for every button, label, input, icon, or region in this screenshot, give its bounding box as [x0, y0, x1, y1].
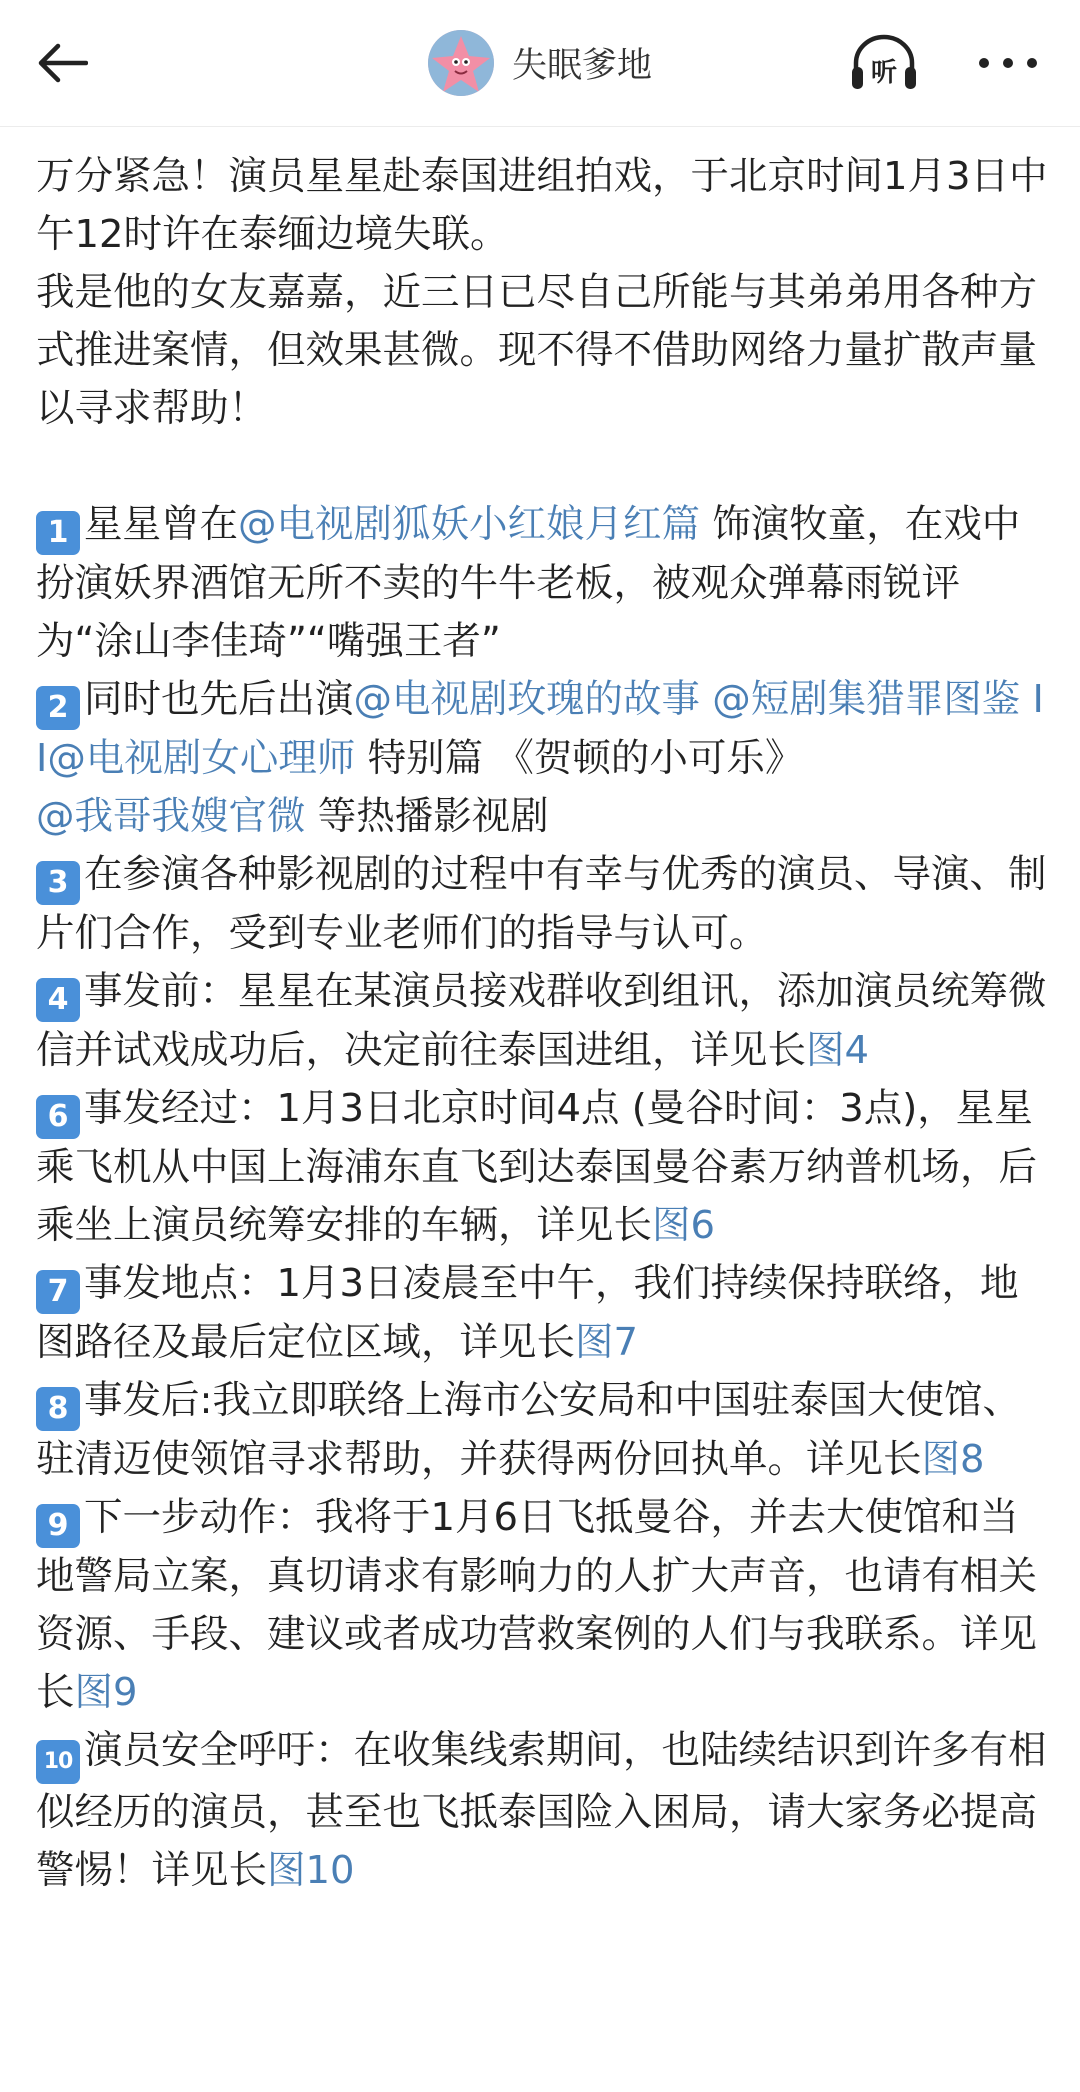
number-badge: 10 [36, 1740, 80, 1784]
item-text: 演员安全呼吁：在收集线索期间，也陆续结识到许多有相似经历的演员，甚至也飞抵泰国险入困局，请大家务必提高警惕！详见长 [36, 1728, 1047, 1893]
list-item-1 [36, 496, 1048, 671]
mention-link[interactable]: @电视剧玫瑰的故事 [353, 677, 701, 722]
number-badge: 7 [36, 1270, 80, 1314]
image-link[interactable]: 图4 [806, 1028, 870, 1073]
number-badge: 2 [36, 686, 80, 730]
list-item-6 [36, 1080, 1048, 1255]
patrick-star-avatar-icon [428, 30, 494, 96]
item-text: 事发前：星星在某演员接戏群收到组讯，添加演员统筹微信并试戏成功后，决定前往泰国进组，详见长 [36, 969, 1047, 1073]
list-item-2 [36, 671, 1048, 846]
list-item-9 [36, 1489, 1048, 1722]
avatar[interactable] [428, 30, 494, 96]
post-intro-2: 我是他的女友嘉嘉，近三日已尽自己所能与其弟弟用各种方式推进案情，但效果甚微。现不得不借助网络力量扩散声量以寻求帮助！ [36, 270, 1038, 431]
image-link[interactable]: 图9 [74, 1670, 138, 1715]
paragraph-gap [36, 438, 1048, 496]
item-text: 在参演各种影视剧的过程中有幸与优秀的演员、导演、制片们合作，受到专业老师们的指导与认可。 [36, 852, 1047, 956]
item-text: 特别篇 《贺顿的小可乐》 [355, 736, 804, 781]
image-link[interactable]: 图7 [575, 1320, 639, 1365]
mention-link[interactable]: @短剧集猎罪图鉴 II [36, 677, 1044, 781]
number-badge: 9 [36, 1504, 80, 1548]
list-item-8 [36, 1372, 1048, 1489]
image-link[interactable]: 图10 [267, 1848, 355, 1893]
list-item-4 [36, 963, 1048, 1080]
item-text: 等热播影视剧 [305, 794, 549, 839]
number-badge: 3 [36, 861, 80, 905]
mention-link[interactable]: @电视剧狐妖小红娘月红篇 [238, 502, 701, 547]
back-arrow-icon [38, 43, 88, 83]
author-name[interactable]: 失眠爹地 [511, 46, 652, 86]
item-text: 同时也先后出演 [84, 677, 354, 722]
item-text: 星星曾在 [84, 502, 239, 547]
image-link[interactable]: 图8 [921, 1437, 985, 1482]
number-badge: 6 [36, 1095, 80, 1139]
more-button[interactable] [968, 30, 1048, 96]
back-button[interactable] [30, 30, 96, 96]
list-item-3 [36, 846, 1048, 963]
image-link[interactable]: 图6 [652, 1203, 716, 1248]
item-text [700, 677, 712, 722]
list-item-7 [36, 1255, 1048, 1372]
post-body [36, 148, 1048, 1900]
headphones-icon [846, 33, 922, 93]
number-badge: 4 [36, 978, 80, 1022]
mention-link[interactable]: @电视剧女心理师 [47, 736, 356, 781]
item-text: 事发地点：1月3日凌晨至中午，我们持续保持联络，地图路径及最后定位区域，详见长 [36, 1261, 1019, 1365]
item-text: 事发后:我立即联络上海市公安局和中国驻泰国大使馆、驻清迈使领馆寻求帮助，并获得两份回执单。详见长 [36, 1378, 1021, 1482]
item-text: 饰演牧童，在戏中扮演妖界酒馆无所不卖的牛牛老板，被观众弹幕雨锐评为“涂山李佳琦”“嘴强王者” [36, 502, 1021, 664]
more-dots-icon [976, 55, 1040, 71]
mention-link[interactable]: @我哥我嫂官微 [36, 794, 306, 839]
listen-label: 听 [870, 58, 898, 88]
item-text: 下一步动作：我将于1月6日飞抵曼谷，并去大使馆和当地警局立案，真切请求有影响力的人扩大声音，也请有相关资源、手段、建议或者成功营救案例的人们与我联系。详见长 [36, 1495, 1038, 1715]
post-intro-1: 万分紧急！演员星星赴泰国进组拍戏，于北京时间1月3日中午12时许在泰缅边境失联。 [36, 154, 1048, 257]
number-badge: 1 [36, 511, 80, 555]
top-bar [0, 0, 1080, 127]
list-item-10 [36, 1722, 1048, 1900]
number-badge: 8 [36, 1387, 80, 1431]
listen-button[interactable] [842, 30, 926, 96]
item-text: 事发经过：1月3日北京时间4点 (曼谷时间：3点)，星星乘飞机从中国上海浦东直飞到达泰国曼谷素万纳普机场，后乘坐上演员统筹安排的车辆，详见长 [36, 1086, 1038, 1248]
